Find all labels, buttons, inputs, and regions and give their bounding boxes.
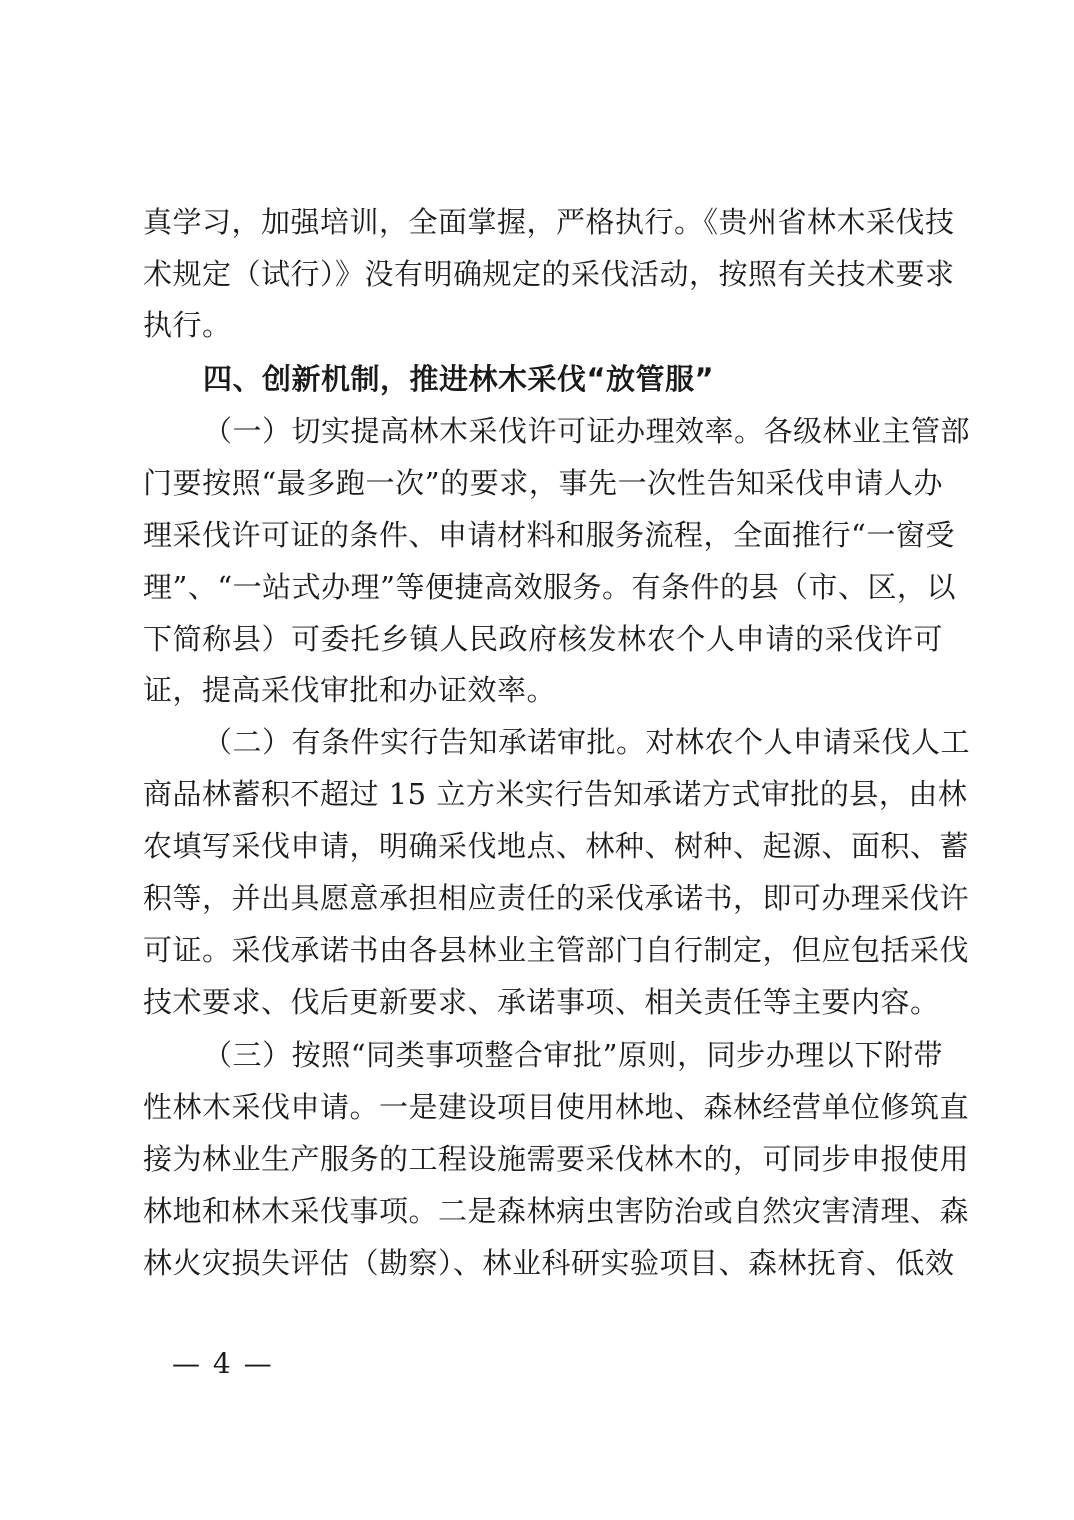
body-text-line: 理采伐许可证的条件、申请材料和服务流程，全面推行“一窗受 bbox=[143, 518, 955, 552]
body-text-line: 术规定（试行）》没有明确规定的采伐活动，按照有关技术要求 bbox=[143, 257, 955, 291]
section-heading: 四、创新机制，推进林木采伐“放管服” bbox=[203, 362, 715, 396]
body-text-line: 林火灾损失评估（勘察）、林业科研实验项目、森林抚育、低效 bbox=[143, 1246, 955, 1280]
paragraph-first-line: （二）有条件实行告知承诺审批。对林农个人申请采伐人工 bbox=[203, 725, 971, 759]
body-text-line: 技术要求、伐后更新要求、承诺事项、相关责任等主要内容。 bbox=[143, 985, 940, 1019]
body-text-line: 真学习，加强培训，全面掌握，严格执行。《贵州省林木采伐技 bbox=[143, 205, 955, 239]
body-text-line: 可证。采伐承诺书由各县林业主管部门自行制定，但应包括采伐 bbox=[143, 933, 970, 967]
body-text-line: 接为林业生产服务的工程设施需要采伐林木的，可同步申报使用 bbox=[143, 1142, 970, 1176]
body-text-line: 农填写采伐申请，明确采伐地点、林种、树种、起源、面积、蓄 bbox=[143, 829, 970, 863]
body-text-line: 下简称县）可委托乡镇人民政府核发林农个人申请的采伐许可 bbox=[143, 622, 943, 656]
page-number: — 4 — bbox=[172, 1347, 274, 1380]
body-text-line: 门要按照“最多跑一次”的要求，事先一次性告知采伐申请人办 bbox=[143, 466, 943, 500]
body-text-line: 性林木采伐申请。一是建设项目使用林地、森林经营单位修筑直 bbox=[143, 1090, 970, 1124]
body-text-line: 林地和林木采伐事项。二是森林病虫害防治或自然灾害清理、森 bbox=[143, 1194, 970, 1228]
body-text-line: 证，提高采伐审批和办证效率。 bbox=[143, 673, 557, 707]
body-text-line: 积等，并出具愿意承担相应责任的采伐承诺书，即可办理采伐许 bbox=[143, 881, 970, 915]
body-text-line: 理”、“一站式办理”等便捷高效服务。有条件的县（市、区，以 bbox=[143, 570, 956, 604]
body-text-line: 执行。 bbox=[143, 308, 232, 342]
paragraph-first-line: （一）切实提高林木采伐许可证办理效率。各级林业主管部 bbox=[203, 414, 971, 448]
paragraph-first-line: （三）按照“同类事项整合审批”原则，同步办理以下附带 bbox=[203, 1038, 943, 1072]
body-text-line: 商品林蓄积不超过 15 立方米实行告知承诺方式审批的县，由林 bbox=[143, 777, 968, 811]
